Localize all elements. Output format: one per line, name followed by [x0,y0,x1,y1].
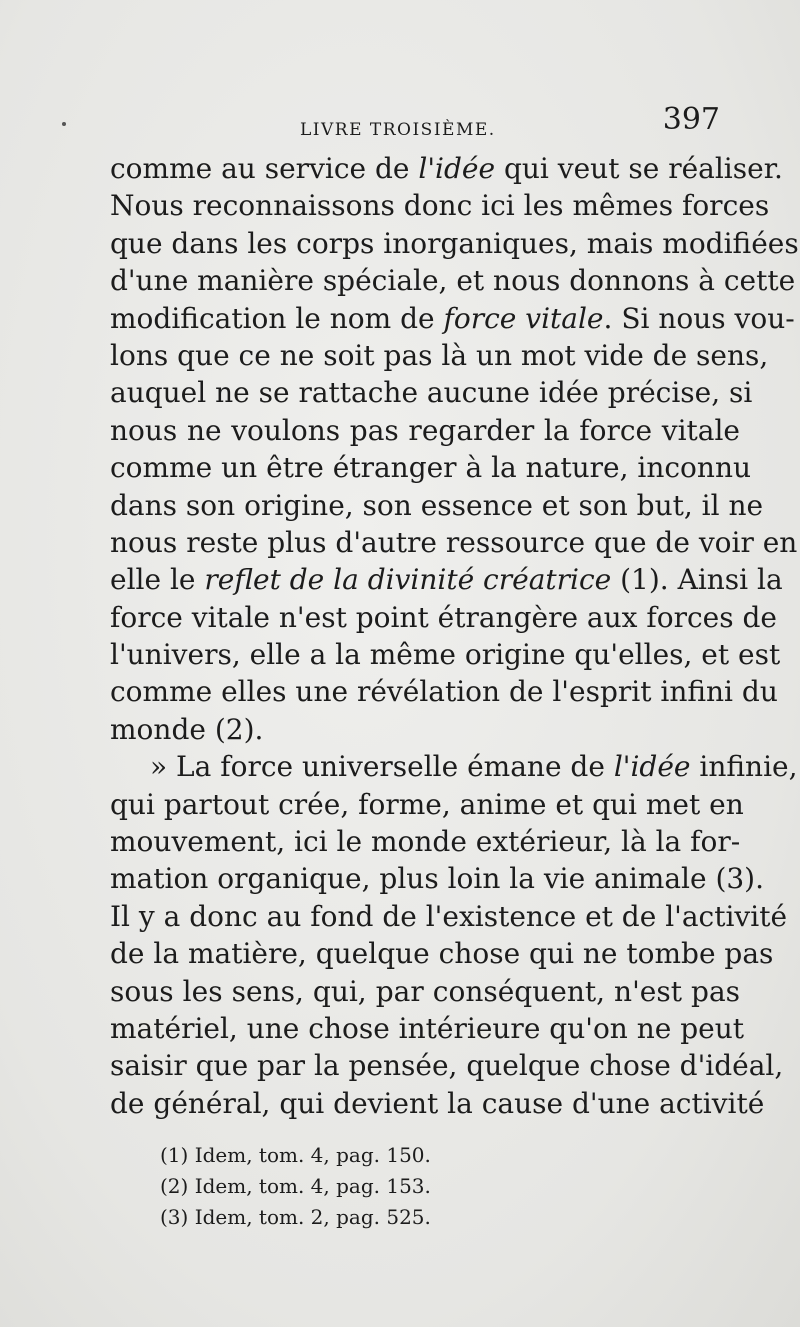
text-line: modification le nom de force vitale. Si nous vou- [110,301,795,335]
text-line: nous reste plus d'autre ressource que de voir en [110,525,798,559]
text-line: de la matière, quelque chose qui ne tombe pas [110,937,774,971]
text-line: Nous reconnaissons donc ici les mêmes forces [110,189,770,223]
text-line: force vitale n'est point étrangère aux forces de [110,600,777,634]
footnotes [160,1140,560,1233]
page-number: 397 [662,102,720,137]
text-line: que dans les corps inorganiques, mais modifiées [110,226,799,260]
running-head: LIVRE TROISIÈME. [300,120,496,140]
text-line: sous les sens, qui, par conséquent, n'est pas [110,974,740,1008]
text-line: elle le reflet de la divinité créatrice (1). Ainsi la [110,563,783,597]
body-text [110,150,799,1122]
text-line: comme elles une révélation de l'esprit infini du [110,675,778,709]
text-line: d'une manière spéciale, et nous donnons à cette [110,264,796,298]
text-line: dans son origine, son essence et son but, il ne [110,488,764,522]
text-line: saisir que par la pensée, quelque chose d'idéal, [110,1049,784,1083]
text-line: mation organique, plus loin la vie animale (3). [110,862,765,896]
text-line: qui partout crée, forme, anime et qui met en [110,787,744,821]
text-line: matériel, une chose intérieure qu'on ne peut [110,1011,745,1045]
page-header [300,102,720,142]
text-line: lons que ce ne soit pas là un mot vide de sens, [110,338,769,372]
footnote-2: (2) Idem, tom. 4, pag. 153. [160,1174,431,1198]
text-line: comme un être étranger à la nature, inconnu [110,451,752,485]
footnote-1: (1) Idem, tom. 4, pag. 150. [160,1143,431,1167]
text-line-paragraph-start: » La force universelle émane de l'idée infinie, [150,750,798,784]
text-line: comme au service de l'idée qui veut se réaliser. [110,152,783,185]
text-line: nous ne voulons pas regarder la force vitale [110,413,740,447]
text-line-paragraph-end: monde (2). [110,712,264,746]
text-line: auquel ne se rattache aucune idée précise, si [110,376,753,410]
text-line: l'univers, elle a la même origine qu'elles, et est [110,638,781,672]
text-line: Il y a donc au fond de l'existence et de l'activité [110,899,788,933]
text-line: mouvement, ici le monde extérieur, là la for- [110,825,741,859]
ink-speck [62,122,66,126]
text-line: de général, qui devient la cause d'une activité [110,1086,765,1120]
footnote-3: (3) Idem, tom. 2, pag. 525. [160,1205,431,1229]
